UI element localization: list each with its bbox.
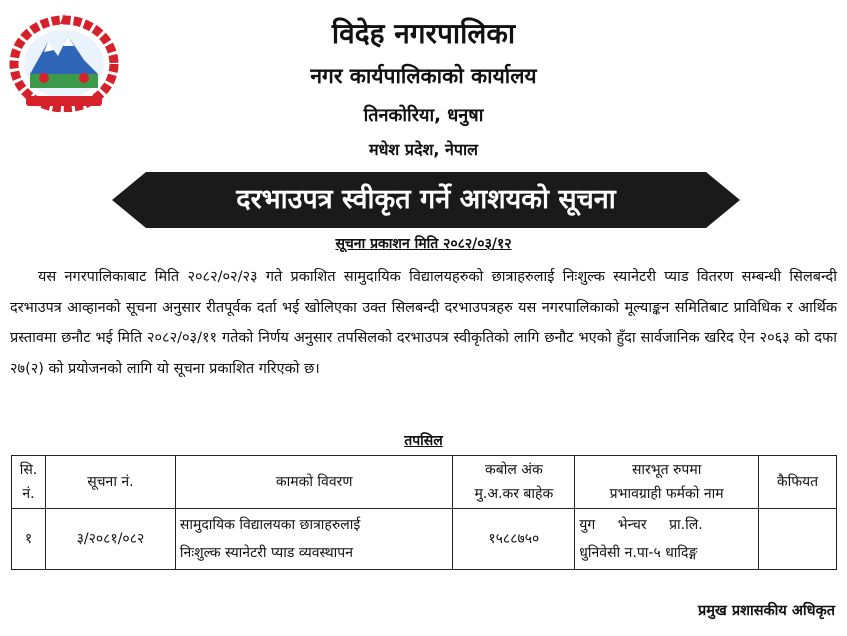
municipality-name: विदेह नगरपालिका (331, 17, 516, 50)
cell-firm-line1: युग भेन्चर प्रा.लि. (579, 517, 703, 533)
cell-notice-no: ३/२०८१/०८२ (45, 509, 175, 570)
province-country: मधेश प्रदेश, नेपाल (369, 140, 478, 159)
table-header-row (12, 456, 837, 509)
col-header-notice-no: सूचना नं. (45, 456, 175, 509)
office-location: तिनकोरिया, धनुषा (363, 105, 484, 126)
cell-sn: १ (12, 509, 46, 570)
cell-description-line1: सामुदायिक विद्यालयका छात्राहरुलाई (179, 517, 361, 533)
cell-description-line2: निःशुल्क स्यानेटरी प्याड व्यवस्थापन (179, 545, 353, 561)
col-header-amount-line1: कबोल अंक (484, 462, 543, 478)
col-header-remarks: कैफियत (759, 456, 837, 509)
notice-title-banner (112, 172, 740, 228)
col-header-firm (575, 456, 759, 509)
office-name: नगर कार्यपालिकाको कार्यालय (310, 64, 537, 88)
table-row (12, 509, 837, 570)
notice-body: यस नगरपालिकाबाट मिति २०८२/०२/२३ गते प्रकाशित सामुदायिक विद्यालयहरुको छात्राहरुलाई निःशुल्क स्यानेटरी प्याड वितरण सम्बन्धी सिलबन्दी दरभाउपत्र आव्हानको सूचना अनुसार रीतपूर्वक दर्ता भई खोलिएका उक्त सिलबन्दी दरभाउपत्रहरु यस नगरपालिकाको मूल्याङ्कन समितिबाट प्राविधिक र आर्थिक प्रस्तावमा छनौट भई मिति २०८२/०३/११ गतेको निर्णय अनुसार तपसिलको दरभाउपत्र स्वीकृतिको लागि छनौट भएको हुँदा सार्वजानिक खरिद ऐन २०६३ को दफा २७(२) को प्रयोजनको लागि यो सूचना प्रकाशित गरिएको छ। (10, 269, 837, 377)
notice-title: दरभाउपत्र स्वीकृत गर्ने आशयको सूचना (236, 184, 616, 215)
col-header-description: कामको विवरण (175, 456, 453, 509)
publication-date: सूचना प्रकाशन मिति २०८२/०३/१२ (335, 236, 512, 252)
schedule-heading: तपसिल (404, 433, 443, 449)
col-header-firm-line2: प्रभावग्राही फर्मको नाम (609, 486, 724, 502)
col-header-firm-line1: सारभूत रुपमा (631, 462, 702, 478)
schedule-table (11, 455, 837, 570)
col-header-amount-line2: मु.अ.कर बाहेक (474, 486, 554, 502)
col-header-sn (12, 456, 46, 509)
col-header-amount (453, 456, 575, 509)
cell-amount: १५८८७५० (453, 509, 575, 570)
col-header-sn-line1: सि. (19, 462, 38, 478)
signatory-title: प्रमुख प्रशासकीय अधिकृत (698, 603, 835, 619)
cell-firm-line2: धुनिवेसी न.पा-५ धादिङ्ग (579, 545, 698, 561)
cell-firm (575, 509, 759, 570)
cell-remarks (759, 509, 837, 570)
col-header-sn-line2: नं. (22, 486, 35, 502)
cell-description (175, 509, 453, 570)
